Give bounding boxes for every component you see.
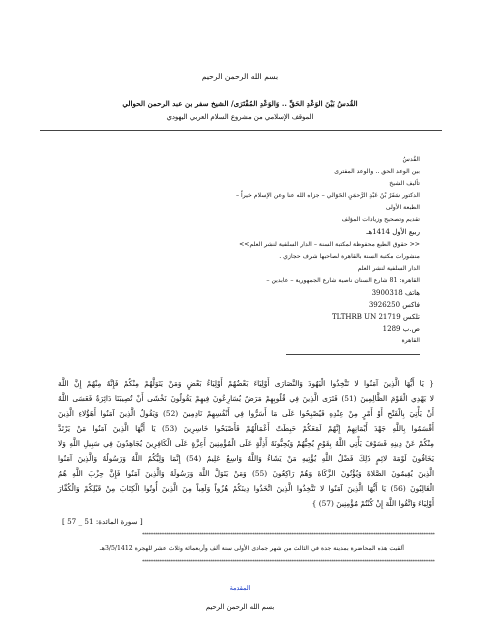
colophon-date: ربيع الأول 1414هـ xyxy=(366,228,420,236)
colophon-rights: << حقوق الطبع محفوظة لمكتبة السنة – الدار السلفية لنشر العلم>> xyxy=(239,241,420,248)
asterisk-divider-bottom: ************************************************************************************************************************************* xyxy=(142,559,435,565)
colophon-divider xyxy=(286,354,420,355)
quran-line: يَخَافُونَ لَوْمَةَ لائِمٍ ذَلِكَ فَضْلُ اللَّهِ يُؤْتِيهِ مَنْ يَشَاءُ وَاللَّهُ وَاسِعٌ عَلِيمٌ (54) إِنَّمَا وَلِيُّكُمُ اللَّهُ وَرَسُولُهُ وَالَّذِينَ آمَنُوا xyxy=(58,454,435,463)
colophon-heading: القُدسُ xyxy=(402,156,420,163)
asterisk-divider-top: ************************************************************************************************************************************* xyxy=(142,532,435,538)
lecture-note: ألقيت هذه المحاضرة بمدينة جدة في الثالث من شهر جمادى الأولى سنة ألف وأربعمائة وثلاث عشر للهجرة 3/5/1412هـ xyxy=(99,545,404,552)
colophon-city: القاهرة xyxy=(401,337,420,344)
quran-line: { يَا أَيُّهَا الَّذِينَ آمَنُوا لا تَتَّخِذُوا الْيَهُودَ وَالنَّصَارَى أَوْلِيَاءَ بَعْضُهُمْ أَوْلِيَاءُ بَعْضٍ وَمَنْ يَتَوَلَّهُمْ مِنْكُمْ فَإِنَّهُ مِنْهُمْ إِنَّ اللَّهَ xyxy=(58,379,434,388)
quran-line: أَقْسَمُوا بِاللَّهِ جَهْدَ أَيْمَانِهِمْ إِنَّهُمْ لَمَعَكُمْ حَبِطَتْ أَعْمَالُهُمْ فَأَصْبَحُوا خَاسِرِينَ (53) يَا أَيُّهَا الَّذِينَ آمَنُوا مَنْ يَرْتَدَّ xyxy=(58,424,434,433)
introduction-link[interactable]: المقدمة xyxy=(229,584,251,592)
quran-line: لا يَهْدِي الْقَوْمَ الظَّالِمِينَ (51) فَتَرَى الَّذِينَ فِي قُلُوبِهِمْ مَرَضٌ يُسَارِعُونَ فِيهِمْ يَقُولُونَ نَخْشَى أَنْ تُصِيبَنَا دَائِرَةٌ فَعَسَى اللَّهُ xyxy=(58,394,435,403)
quran-line: مِنْكُمْ عَنْ دِينِهِ فَسَوْفَ يَأْتِي اللَّهُ بِقَوْمٍ يُحِبُّهُمْ وَيُحِبُّونَهُ أَذِلَّةٍ عَلَى الْمُؤْمِنِينَ أَعِزَّةٍ عَلَى الْكَافِرِينَ يُجَاهِدُونَ فِي سَبِيلِ اللَّهِ وَلا xyxy=(58,439,434,448)
quran-line: أَنْ يَأْتِيَ بِالْفَتْحِ أَوْ أَمْرٍ مِنْ عِنْدِهِ فَيُصْبِحُوا عَلَى مَا أَسَرُّوا فِي أَنْفُسِهِمْ نَادِمِينَ (52) وَيَقُولُ الَّذِينَ آمَنُوا أَهَؤُلاءِ الَّذِينَ xyxy=(58,409,434,418)
colophon-fax: فاكس 3926250 xyxy=(368,301,420,309)
quran-line: الْغَالِبُونَ (56) يَا أَيُّهَا الَّذِينَ آمَنُوا لا تَتَّخِذُوا الَّذِينَ اتَّخَذُوا دِينَكُمْ هُزُواً وَلَعِباً مِنَ الَّذِينَ أُوتُوا الْكِتَابَ مِنْ قَبْلِكُمْ وَالْكُفَّارَ xyxy=(58,484,435,493)
colophon-edition-note: تقديم وتصحيح وزيادات المؤلف xyxy=(341,216,420,223)
top-divider xyxy=(40,130,442,131)
colophon-phone: هاتف 3900318 xyxy=(371,289,420,297)
basmala-bottom: بسم الله الرحمن الرحيم xyxy=(205,603,275,611)
colophon-title: بين الوعد الحق .. والوعد المفترى xyxy=(334,168,420,175)
colophon-author-label: تأليف الشيخ xyxy=(389,180,420,187)
colophon-edition: الطبعة الأولى xyxy=(385,204,420,211)
colophon-publisher: الدار السلفية لنشر العلم xyxy=(357,265,420,272)
book-title-line: القُدسُ بَيْنَ الوَعْدِ الحَقِّ .. وَالوَعْدِ المُفْتَرَى/ الشيخ سفر بن عبد الرحمن الحوالي xyxy=(122,99,358,108)
surah-reference: [ سورة المائدة: 51 _ 57 ] xyxy=(62,517,143,526)
quran-line: أَوْلِيَاءَ وَاتَّقُوا اللَّهَ إِنْ كُنْتُمْ مُؤْمِنِينَ (57) } xyxy=(311,499,434,508)
colophon-telex: تلكس 21719 TLTHRB UN xyxy=(332,313,420,321)
colophon-address: القاهرة: 81 شارع السنان ناصية شارع الجمهورية – عابدين – xyxy=(266,277,420,284)
colophon-pobox: ص.ب 1289 xyxy=(382,325,420,333)
colophon-publications: منشورات مكتبة السنة بالقاهرة لصاحبها شرف حجازي . xyxy=(279,253,420,260)
book-subtitle: الموقف الإسلامي من مشروع السلام العربي اليهودي xyxy=(166,113,314,121)
quran-line: الَّذِينَ يُقِيمُونَ الصَّلاةَ وَيُؤْتُونَ الزَّكَاةَ وَهُمْ رَاكِعُونَ (55) وَمَنْ يَتَوَلَّ اللَّهَ وَرَسُولَهُ وَالَّذِينَ آمَنُوا فَإِنَّ حِزْبَ اللَّهِ هُمُ xyxy=(58,469,434,478)
colophon-author: الدكتور سَفَرُ بْنُ عَبْدِ الرَّحمَنِ الحَوَالي – جزاه الله عنا وعن الإسلام خيراً – xyxy=(235,192,420,199)
basmala-top: بسم الله الرحمن الرحيم xyxy=(201,72,279,81)
